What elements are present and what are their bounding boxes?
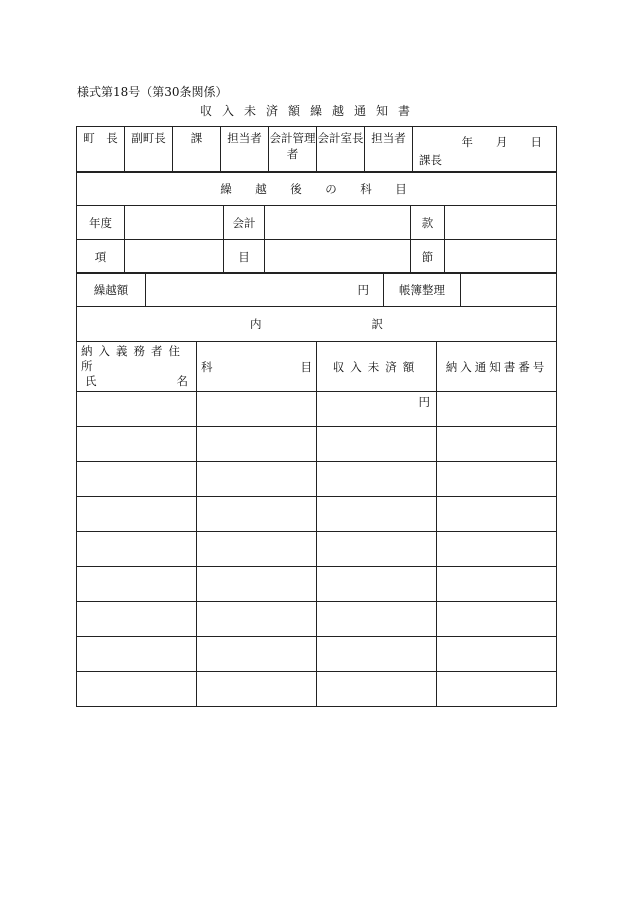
payer-field[interactable] <box>77 532 197 567</box>
payer-field[interactable] <box>77 567 197 602</box>
account-field[interactable] <box>265 206 411 240</box>
table-row <box>77 427 557 462</box>
carryover-subject-heading: 繰 越 後 の 科 目 <box>77 172 557 206</box>
table-row <box>77 532 557 567</box>
clause-field[interactable] <box>445 240 557 274</box>
notice-number-field[interactable] <box>437 497 557 532</box>
notice-number-field[interactable] <box>437 427 557 462</box>
table-row <box>77 392 557 427</box>
approval-cell-accounting-chief[interactable]: 会計室長 <box>317 127 365 173</box>
col-header-subject: 科 目 <box>197 342 317 392</box>
section-label: 款 <box>411 206 445 240</box>
year-label: 年度 <box>77 206 125 240</box>
approval-cell-section[interactable]: 課 <box>173 127 221 173</box>
yen-unit: 円 <box>418 395 430 409</box>
carryover-amount-field[interactable] <box>146 273 384 307</box>
col-header-payer: 納入義務者住所 氏 名 <box>77 342 197 392</box>
unpaid-field[interactable] <box>317 567 437 602</box>
year-field[interactable] <box>125 206 224 240</box>
subject-field[interactable] <box>197 497 317 532</box>
subitem-field[interactable] <box>265 240 411 274</box>
approval-cell-staff-2[interactable]: 担当者 <box>365 127 413 173</box>
approval-cell-accounting-manager[interactable]: 会計管理者 <box>269 127 317 173</box>
table-row <box>77 567 557 602</box>
approval-cell-mayor[interactable]: 町 長 <box>77 127 125 173</box>
table-row <box>77 672 557 707</box>
payer-field[interactable] <box>77 602 197 637</box>
unpaid-field[interactable] <box>317 672 437 707</box>
subject-field[interactable] <box>197 672 317 707</box>
payer-field[interactable] <box>77 392 197 427</box>
section-chief-label: 課長 <box>419 153 442 167</box>
notice-number-field[interactable] <box>437 392 557 427</box>
carryover-amount-table <box>76 272 557 307</box>
subject-field[interactable] <box>197 637 317 672</box>
notice-number-field[interactable] <box>437 567 557 602</box>
approval-date-cell[interactable] <box>413 127 557 173</box>
unpaid-field[interactable] <box>317 462 437 497</box>
notice-number-field[interactable] <box>437 602 557 637</box>
unpaid-field[interactable] <box>317 392 437 427</box>
notice-number-field[interactable] <box>437 532 557 567</box>
notice-number-field[interactable] <box>437 637 557 672</box>
payer-field[interactable] <box>77 672 197 707</box>
subject-field[interactable] <box>197 567 317 602</box>
form-number: 様式第18号（第30条関係） <box>77 85 228 99</box>
col-header-notice-number: 納入通知書番号 <box>437 342 557 392</box>
unpaid-field[interactable] <box>317 602 437 637</box>
account-label: 会計 <box>224 206 265 240</box>
notice-number-field[interactable] <box>437 672 557 707</box>
payer-field[interactable] <box>77 462 197 497</box>
yen-unit: 円 <box>357 282 369 297</box>
document-title: 収入未済額繰越通知書 <box>200 104 421 118</box>
carryover-subject-table <box>76 171 557 274</box>
subject-field[interactable] <box>197 427 317 462</box>
approval-cell-deputy-mayor[interactable]: 副町長 <box>125 127 173 173</box>
breakdown-table <box>76 306 557 707</box>
unpaid-field[interactable] <box>317 427 437 462</box>
item-label: 項 <box>77 240 125 274</box>
ledger-field[interactable] <box>461 273 557 307</box>
payer-field[interactable] <box>77 497 197 532</box>
table-row <box>77 602 557 637</box>
subject-field[interactable] <box>197 462 317 497</box>
breakdown-heading: 内 訳 <box>77 307 557 342</box>
ledger-label: 帳簿整理 <box>384 273 461 307</box>
table-row <box>77 637 557 672</box>
section-field[interactable] <box>445 206 557 240</box>
table-row <box>77 462 557 497</box>
col-header-unpaid: 収入未済額 <box>317 342 437 392</box>
payer-field[interactable] <box>77 637 197 672</box>
subject-field[interactable] <box>197 532 317 567</box>
table-row <box>77 497 557 532</box>
notice-number-field[interactable] <box>437 462 557 497</box>
clause-label: 節 <box>411 240 445 274</box>
subject-field[interactable] <box>197 392 317 427</box>
subject-field[interactable] <box>197 602 317 637</box>
unpaid-field[interactable] <box>317 532 437 567</box>
payer-field[interactable] <box>77 427 197 462</box>
approval-cell-staff[interactable]: 担当者 <box>221 127 269 173</box>
unpaid-field[interactable] <box>317 497 437 532</box>
carryover-amount-label: 繰越額 <box>77 273 146 307</box>
subitem-label: 目 <box>224 240 265 274</box>
unpaid-field[interactable] <box>317 637 437 672</box>
approval-table <box>76 126 557 173</box>
date-label: 年 月 日 <box>461 135 542 149</box>
item-field[interactable] <box>125 240 224 274</box>
